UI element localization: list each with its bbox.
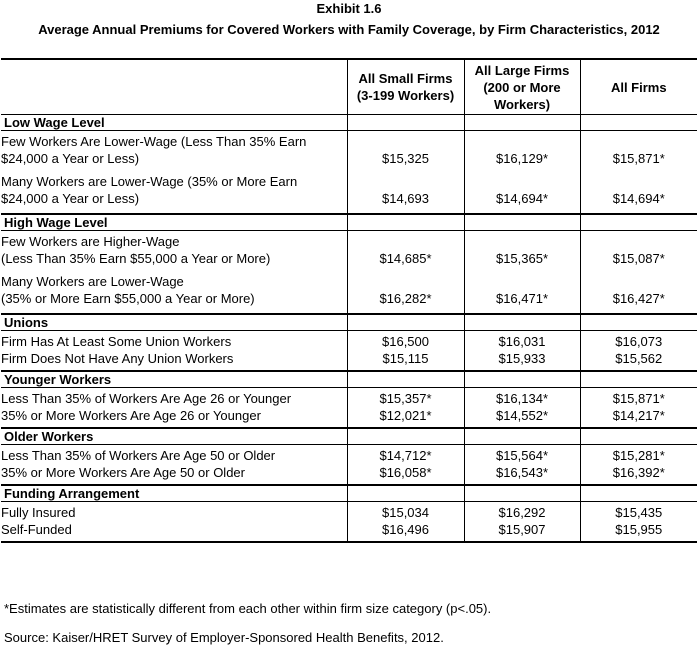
value-cell: $15,365* — [464, 231, 580, 268]
page-title: Average Annual Premiums for Covered Workers with Family Coverage, by Firm Characteristics, 2012 — [38, 22, 660, 37]
row-label-line: Few Workers are Higher-Wage — [1, 234, 180, 249]
table-row — [1, 331, 697, 351]
value-cell: $15,435 — [580, 502, 697, 522]
section-blank-cell — [580, 115, 697, 131]
value-cell: $14,693 — [347, 167, 464, 214]
table-row — [1, 464, 697, 485]
table-row — [1, 267, 697, 314]
section-blank-cell — [347, 371, 464, 388]
section-blank-cell — [580, 371, 697, 388]
row-label-line: Many Workers are Lower-Wage — [1, 274, 184, 289]
source-note: Source: Kaiser/HRET Survey of Employer-Sponsored Health Benefits, 2012. — [4, 630, 444, 645]
value-cell: $15,871* — [580, 388, 697, 408]
section-header-row — [1, 214, 697, 231]
value-cell: $14,712* — [347, 445, 464, 465]
section-blank-cell — [580, 314, 697, 331]
section-blank-cell — [580, 428, 697, 445]
row-label — [1, 464, 347, 485]
section-blank-cell — [464, 214, 580, 231]
row-label-line: Less Than 35% of Workers Are Age 50 or Older — [1, 448, 276, 463]
value-cell: $16,292 — [464, 502, 580, 522]
row-label — [1, 350, 347, 371]
value-cell: $16,500 — [347, 331, 464, 351]
table-body — [1, 115, 697, 543]
value-cell: $14,685* — [347, 231, 464, 268]
table-row — [1, 350, 697, 371]
footnote: *Estimates are statistically different from each other within firm size category (p<.05). — [4, 601, 492, 616]
section-heading: Younger Workers — [1, 371, 347, 388]
column-header-line: All Firms — [610, 79, 667, 95]
value-cell: $16,073 — [580, 331, 697, 351]
header-row — [1, 59, 697, 115]
row-label-line: Fully Insured — [1, 505, 76, 520]
column-header-all-firms — [580, 59, 697, 115]
section-header-row — [1, 115, 697, 131]
value-cell: $16,496 — [347, 521, 464, 542]
value-cell: $15,034 — [347, 502, 464, 522]
row-label-line: 35% or More Workers Are Age 26 or Younger — [1, 408, 261, 423]
value-cell: $15,281* — [580, 445, 697, 465]
section-blank-cell — [580, 214, 697, 231]
row-label-line: Firm Has At Least Some Union Workers — [1, 334, 232, 349]
row-label — [1, 267, 347, 314]
row-label-line: $24,000 a Year or Less) — [1, 151, 140, 166]
row-label — [1, 167, 347, 214]
row-label-line: Self-Funded — [1, 522, 72, 537]
column-header-line: (3-199 Workers) — [356, 88, 455, 103]
value-cell: $15,325 — [347, 131, 464, 168]
value-cell: $14,694* — [580, 167, 697, 214]
value-cell: $15,955 — [580, 521, 697, 542]
table-row — [1, 445, 697, 465]
section-header-row — [1, 314, 697, 331]
section-blank-cell — [347, 314, 464, 331]
value-cell: $12,021* — [347, 407, 464, 428]
value-cell: $15,907 — [464, 521, 580, 542]
value-cell: $14,217* — [580, 407, 697, 428]
section-heading: Older Workers — [1, 428, 347, 445]
row-label-line: 35% or More Workers Are Age 50 or Older — [1, 465, 245, 480]
row-label — [1, 502, 347, 522]
section-blank-cell — [464, 115, 580, 131]
table-row — [1, 231, 697, 268]
column-header-line: All Large Firms — [474, 62, 570, 78]
row-label-line: $24,000 a Year or Less) — [1, 191, 140, 206]
table-row — [1, 407, 697, 428]
row-label — [1, 521, 347, 542]
value-cell: $15,564* — [464, 445, 580, 465]
row-label — [1, 445, 347, 465]
table-row — [1, 521, 697, 542]
value-cell: $14,694* — [464, 167, 580, 214]
row-label-line: Many Workers are Lower-Wage (35% or More Earn — [1, 174, 298, 189]
row-label — [1, 407, 347, 428]
column-header-line: All Small Firms — [358, 71, 453, 86]
column-header-line: (200 or More — [483, 79, 561, 95]
section-blank-cell — [347, 485, 464, 502]
value-cell: $16,392* — [580, 464, 697, 485]
value-cell: $15,562 — [580, 350, 697, 371]
section-header-row — [1, 371, 697, 388]
section-blank-cell — [347, 428, 464, 445]
section-header-row — [1, 428, 697, 445]
value-cell: $16,471* — [464, 267, 580, 314]
exhibit-label: Exhibit 1.6 — [316, 1, 382, 16]
value-cell: $16,129* — [464, 131, 580, 168]
section-heading: High Wage Level — [1, 214, 347, 231]
value-cell: $14,552* — [464, 407, 580, 428]
section-blank-cell — [580, 485, 697, 502]
table-row — [1, 131, 697, 168]
row-label — [1, 231, 347, 268]
value-cell: $16,134* — [464, 388, 580, 408]
value-cell: $16,543* — [464, 464, 580, 485]
section-heading: Low Wage Level — [1, 115, 347, 131]
value-cell: $15,357* — [347, 388, 464, 408]
value-cell: $16,031 — [464, 331, 580, 351]
section-heading: Funding Arrangement — [1, 485, 347, 502]
value-cell: $15,871* — [580, 131, 697, 168]
section-blank-cell — [464, 485, 580, 502]
value-cell: $15,087* — [580, 231, 697, 268]
section-blank-cell — [464, 371, 580, 388]
value-cell: $15,115 — [347, 350, 464, 371]
row-label-line: Few Workers Are Lower-Wage (Less Than 35% Earn — [1, 134, 307, 149]
row-label — [1, 131, 347, 168]
header-blank-cell — [1, 59, 347, 115]
row-label-line: (Less Than 35% Earn $55,000 a Year or More) — [1, 251, 271, 266]
section-heading: Unions — [1, 314, 347, 331]
premium-table — [1, 58, 697, 543]
row-label — [1, 331, 347, 351]
section-blank-cell — [347, 115, 464, 131]
row-label-line: Less Than 35% of Workers Are Age 26 or Younger — [1, 391, 292, 406]
column-header-line: Workers) — [493, 96, 551, 112]
section-header-row — [1, 485, 697, 502]
value-cell: $16,058* — [347, 464, 464, 485]
value-cell: $16,282* — [347, 267, 464, 314]
section-blank-cell — [464, 314, 580, 331]
table-row — [1, 502, 697, 522]
row-label — [1, 388, 347, 408]
column-header-small-firms — [347, 59, 464, 115]
section-blank-cell — [464, 428, 580, 445]
row-label-line: Firm Does Not Have Any Union Workers — [1, 351, 234, 366]
value-cell: $15,933 — [464, 350, 580, 371]
table-row — [1, 167, 697, 214]
value-cell: $16,427* — [580, 267, 697, 314]
row-label-line: (35% or More Earn $55,000 a Year or More) — [1, 291, 255, 306]
column-header-large-firms — [464, 59, 580, 115]
section-blank-cell — [347, 214, 464, 231]
table-row — [1, 388, 697, 408]
